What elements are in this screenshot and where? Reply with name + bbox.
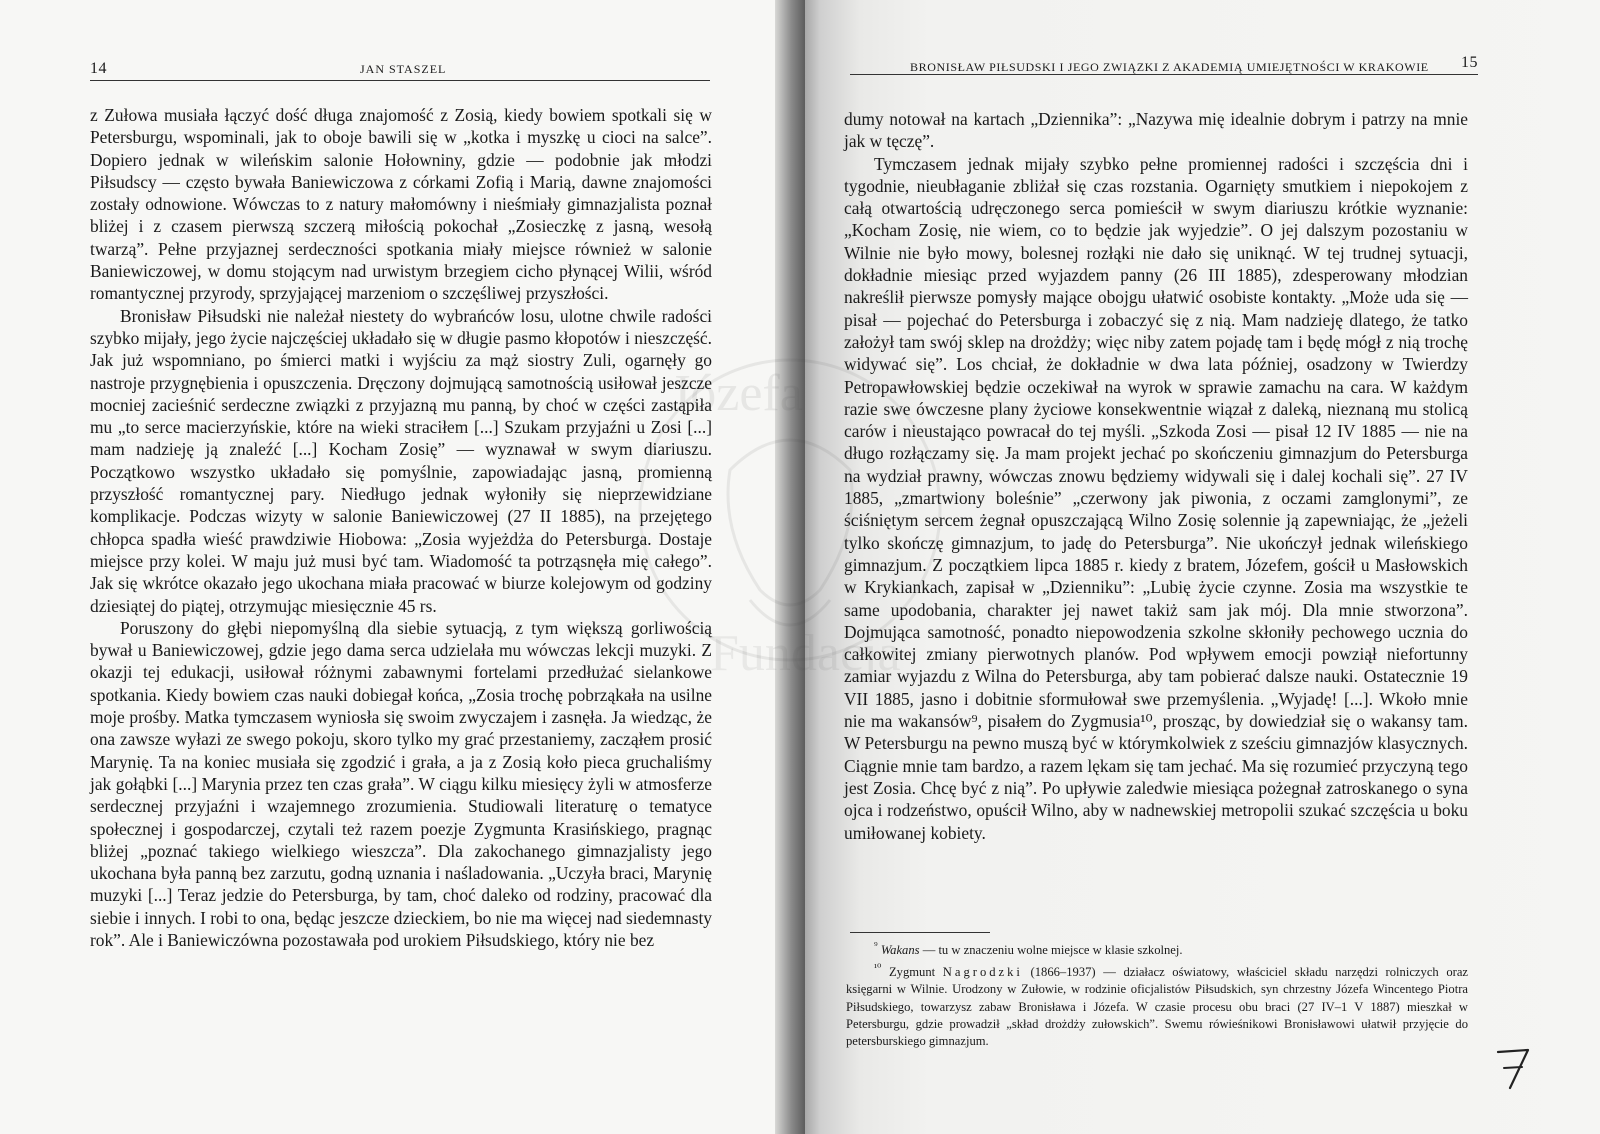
left-paragraph-3: Poruszony do głębi niepomyślną dla siebie sytuacją, z tym większą gorliwością bywał u Baniewiczowej, gdzie jego dama serca udzielała mu wówczas lekcji muzyki. Z okazji tej edukacji, usiłował różnymi zabawnymi fortelami przedłużać sielankowe spotkania. Kiedy bowiem czas nauki dobiegał końca, „Zosia trochę pobrząkała na usilne moje prośby. Matka tymczasem wyniosła się swoim zwyczajem i zasnęła. Ja wiedząc, że ona zawsze wyłazi ze swego pokoju, skoro tylko my grać przestaniemy, zacząłem prosić Marynię. Ta na koniec musiała się zgodzić i grała, a ja z Zosią koło pieca gruchaliśmy jak gołąbki [...] Marynia przez ten czas grała”. W ciągu kilku miesięcy żyli w atmosferze serdecznej przyjaźni i wzajemnego zrozumienia. Studiowali literaturę o tematyce społecznej i gospodarczej, czytali też razem poezje Zygmunta Krasińskiego, pragnąc bliżej „poznać takiego wielkiego wieszcza”. Dla zakochanego gimnazjalisty jego ukochana była panną bez zarzutu, godną uznania i naśladowania. „Uczyła braci, Marynię muzyki [...] Teraz jedzie do Petersburga, by tam, choć daleko od rodziny, pracować dla siebie i innych. I robi to ona, będąc jeszcze dzieckiem, bo nie ma więcej nad siedemnasty rok”. Ale i Baniewiczówna pozostawała pod urokiem Piłsudskiego, który nie bez	[90, 617, 712, 950]
footnotes	[846, 938, 1468, 1051]
left-running-title: JAN STASZEL	[360, 62, 447, 76]
left-page-number: 14	[90, 60, 107, 77]
footnote-9-text: — tu w znaczeniu wolne miejsce w klasie szkolnej.	[919, 943, 1183, 958]
footnote-10	[846, 960, 1468, 1051]
footnote-10-name: Nagrodzki	[942, 964, 1023, 979]
left-paragraph-2: Bronisław Piłsudski nie należał niestety do wybrańców losu, ulotne chwile radości szybko mijały, jego życie najczęściej układało się w długie pasmo kłopotów i nieszczęść. Jak już wspomniano, po śmierci matki i wyjściu za mąż siostry Zuli, ogarnęły go nastroje przygnębienia i opuszczenia. Dręczony dojmującą samotnością usiłował jeszcze mocniej zacieśnić serdeczne związki z przyjazną mu panną, by choć w części zastąpiła mu „to serce macierzyńskie, które na wieki straciłem [...] Szukam przyjaźni u Zosi [...] mam nadzieję ją znaleźć [...] Kocham Zosię” — wyznawał w swym diariuszu. Początkowo wszystko układało się pomyślnie, zapowiadając jasną, promienną przyszłość romantycznej pary. Niedługo jednak wyłoniły się nieprzewidziane komplikacje. Podczas wizyty w salonie Baniewiczowej (27 II 1885), na przejętego chłopca spadła wieść prawdziwie Hiobowa: „Zosia wyjeżdża do Petersburga. Dostaje miejsce przy kolei. W maju już musi być tam. Wiadomość ta potrząsnęła mię całego”. Jak się wkrótce okazało jego ukochana miała pracować w biurze kolejowym od godziny dziesiątej do piątej, otrzymując miesięcznie 45 rs.	[90, 305, 712, 616]
right-paragraph-1: dumy notował na kartach „Dziennika”: „Nazywa mię idealnie dobrym i patrzy na mnie jak w tęczę”.	[844, 109, 1468, 152]
left-paragraph-1: z Zułowa musiała łączyć dość długa znajomość z Zosią, kiedy bowiem spotkali się w Petersburgu, wspominali, jak to oboje bawili się w „kotka i myszkę u cioci na salce”. Dopiero jednak w wileńskim salonie Hołowniny, gdzie — podobnie jak młodzi Piłsudscy — często bywała Baniewiczowa z córkami Zofią i Marią, dawne znajomości zostały odnowione. Wówczas to z natury małomówny i nieśmiały gimnazjalista poznał bliżej i z czasem pierwszą szczerą miłością pokochał „Zosieczkę z jasną, wesołą twarzą”. Pełne przyjaznej serdeczności spotkania miały miejsce również w salonie Baniewiczowej, w domu stojącym nad urwistym brzegiem cicho płynącej Wilii, wśród romantycznej przyrody, sprzyjającej marzeniom o szczęśliwej przyszłości.	[90, 105, 712, 304]
footnote-10-text: (1866–1937) — działacz oświatowy, właściciel składu narzędzi rolniczych oraz księgarni w Wilnie. Urodzony w Zułowie, w rodzinie oficjalistów Piłsudskich, syn chrzestny Józefa Wincentego Piotra Piłsudskiego, towarzysz zabaw Bronisława i Józefa. W czasie procesu obu braci (27 IV–1 V 1887) mieszkał w Petersburgu, gdzie prowadził „skład drożdży zułowskich”. Swemu rówieśnikowi Bronisławowi ułatwił przyjęcie do petersburskiego gimnazjum.	[846, 964, 1468, 1049]
footnote-9-term: Wakans	[880, 943, 920, 958]
left-running-head	[90, 60, 710, 81]
book-gutter-shadow	[775, 0, 805, 1134]
right-body-text	[844, 108, 1468, 844]
right-paragraph-2: Tymczasem jednak mijały szybko pełne promiennej radości i szczęścia dni i tygodnie, nieubłaganie zbliżał się czas rozstania. Ogarnięty smutkiem i niepokojem z całą otwartością udręczonego serca pomieścił w swym diariuszu krótkie wyznanie: „Kocham Zosię, nie wiem, co to będzie jak wyjedzie”. O jej dalszym pozostaniu w Wilnie nie było mowy, bolesnej rozłąki nie dało się uniknąć. W tej trudnej sytuacji, dokładnie miesiąc przed wyjazdem panny (26 III 1885), zdesperowany młodzian nakreślił pierwsze pomysły mające obojgu ułatwić osobiste kontakty. „Może uda się — pisał — pojechać do Petersburga i zobaczyć się z nią. Mam nadzieję dlatego, że tatko założył tam swój sklep na drożdży; więc niby zatem pojadę tam i będę mógł z nią trochę widywać się”. Los chciał, że dokładnie w dwa lata później, osadzony w Twierdzy Petropawłowskiej będzie oczekiwał na wyrok w sprawie zamachu na cara. W każdym razie swe ówczesne plany życiowe konsekwentnie wiązał z daleką, nieznaną mu stolicą carów i nieustająco powracał do tej myśli. „Szkoda Zosi — pisał 12 IV 1885 — nie na długo rozłączamy się. Ja mam projekt jechać po skończeniu gimnazjum do Petersburga na wydział prawny, wówczas znowu będziemy widywali się i dalej kochali się”. 27 IV 1885, „zmartwiony boleśnie” „czerwony jak piwonia, z oczami zamglonymi”, ze ściśniętym sercem żegnał opuszczającą Wilno Zosię solennie ją zapewniając, że „jeżeli tylko skończę gimnazjum, to jadę do Petersburga”. Nie ukończył jednak wileńskiego gimnazjum. Z początkiem lipca 1885 r. kiedy z bratem, Józefem, gościł u Masłowskich w Krykiankach, zapisał w „Dzienniku”: „Lubię życie czynne. Zosia ma wszystkie te same upodobania, charakter jej nawet takiż sam jak mój. Dla mnie stworzona”. Dojmująca samotność, ponadto niepowodzenia szkolne skłoniły pechowego ucznia do całkowitej zmiany pierwotnych planów. Pod wpływem emocji powziął niefortunny zamiar wyjazdu z Wilna do Petersburga, aby tam pobierać dalsze nauki. Ostatecznie 19 VII 1885, jasno i dobitnie sformułował swe przemyślenia. „Wyjadę! [...]. Wkoło mnie nie ma wakansów⁹, pisałem do Zygmusia¹⁰, prosząc, by dowiedział się o wakansy tam. W Petersburgu na pewno muszą być w którymkolwiek z sześciu gimnazjów klasycznych. Ciągnie mnie tam bardzo, a razem lękam się tam jechać. Ma się rozumieć przyczyną tego jest Zosia. Chcę być z nią”. Po upływie zaledwie miesiąca pożegnał zatroskanego o syna ojca i rodzeństwo, opuścił Wilno, aby w nadnewskiej metropolii szukać szczęścia u boku umiłowanej kobiety.	[844, 153, 1468, 843]
left-body-text	[90, 104, 712, 951]
right-page-number: 15	[1461, 54, 1478, 71]
footnote-10-name-prefix: Zygmunt	[881, 964, 943, 979]
footnote-9-number: ⁹	[874, 941, 878, 952]
left-page	[0, 0, 790, 1134]
right-running-title: BRONISŁAW PIŁSUDSKI I JEGO ZWIĄZKI Z AKADEMIĄ UMIEJĘTNOŚCI W KRAKOWIE	[910, 60, 1429, 74]
footnote-10-number: ¹⁰	[874, 962, 882, 974]
handwritten-seven	[1490, 1040, 1540, 1095]
right-running-head	[850, 54, 1478, 75]
footnote-divider	[850, 932, 990, 933]
footnote-9	[846, 938, 1468, 960]
